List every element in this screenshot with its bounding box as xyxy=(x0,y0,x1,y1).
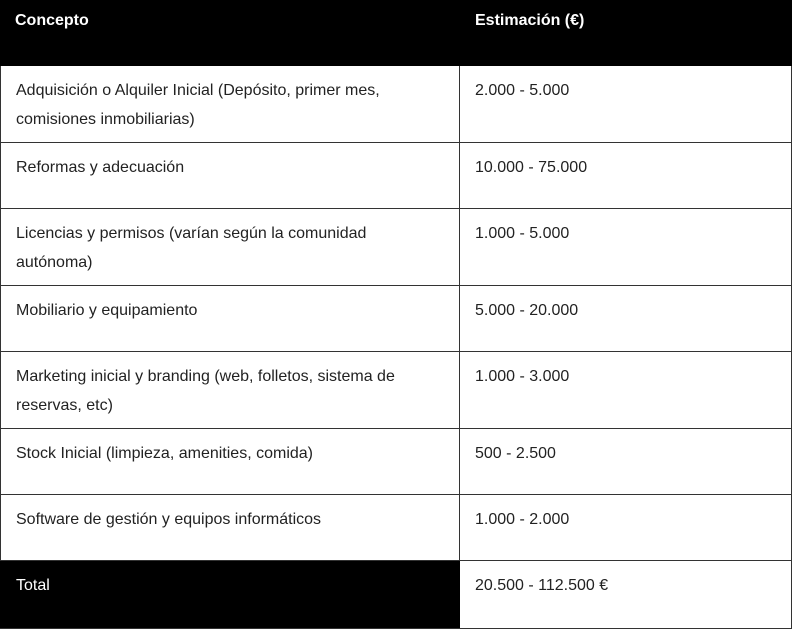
table-header-row xyxy=(0,0,792,66)
row-estimate: 1.000 - 2.000 xyxy=(460,495,792,560)
row-concept: Mobiliario y equipamiento xyxy=(0,286,460,351)
total-estimate: 20.500 - 112.500 € xyxy=(460,561,792,628)
row-estimate: 500 - 2.500 xyxy=(460,429,792,494)
table-row xyxy=(0,495,792,561)
row-estimate: 10.000 - 75.000 xyxy=(460,143,792,208)
row-concept: Marketing inicial y branding (web, folletos, sistema de reservas, etc) xyxy=(0,352,460,428)
row-concept: Stock Inicial (limpieza, amenities, comida) xyxy=(0,429,460,494)
row-concept: Reformas y adecuación xyxy=(0,143,460,208)
row-estimate: 1.000 - 5.000 xyxy=(460,209,792,285)
row-concept: Software de gestión y equipos informáticos xyxy=(0,495,460,560)
table-total-row xyxy=(0,561,792,629)
table-row xyxy=(0,209,792,286)
total-label: Total xyxy=(0,561,460,628)
table-row xyxy=(0,143,792,209)
row-estimate: 2.000 - 5.000 xyxy=(460,66,792,142)
row-concept: Licencias y permisos (varían según la comunidad autónoma) xyxy=(0,209,460,285)
table-row xyxy=(0,352,792,429)
row-estimate: 1.000 - 3.000 xyxy=(460,352,792,428)
header-estimate: Estimación (€) xyxy=(475,12,585,29)
table-row xyxy=(0,429,792,495)
table-row xyxy=(0,66,792,143)
row-concept: Adquisición o Alquiler Inicial (Depósito, primer mes, comisiones inmobiliarias) xyxy=(0,66,460,142)
header-concept: Concepto xyxy=(15,12,89,29)
row-estimate: 5.000 - 20.000 xyxy=(460,286,792,351)
table-row xyxy=(0,286,792,352)
